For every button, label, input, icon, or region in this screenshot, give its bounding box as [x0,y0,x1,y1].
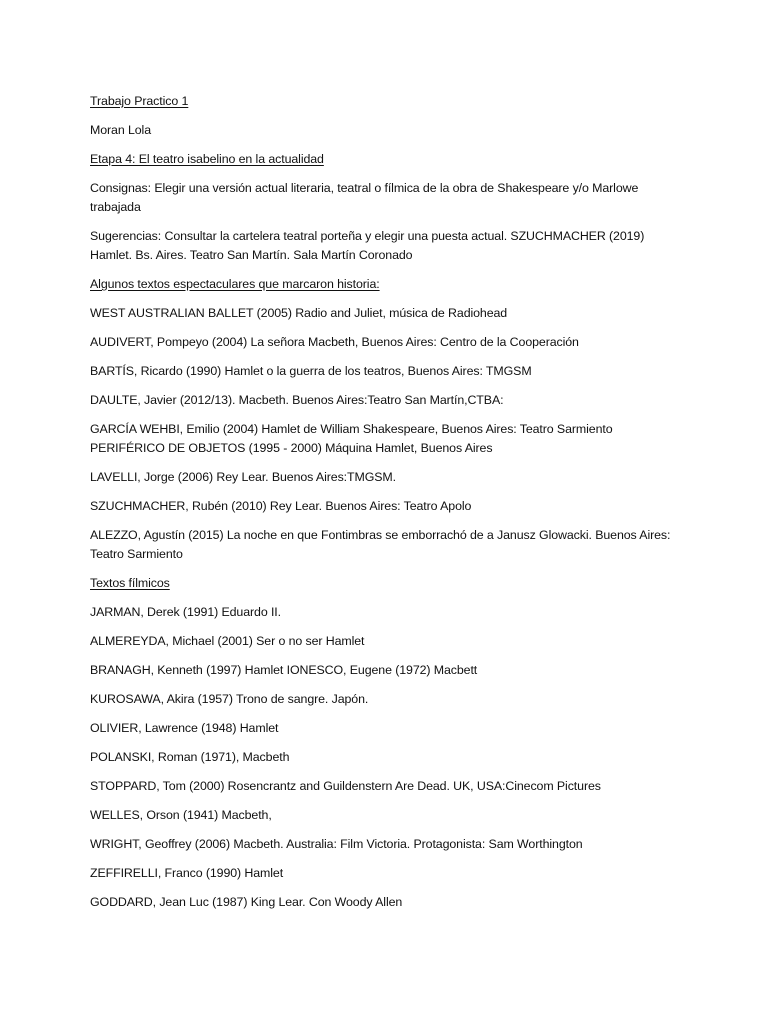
reference-line: AUDIVERT, Pompeyo (2004) La señora Macbeth, Buenos Aires: Centro de la Cooperación [90,335,579,349]
reference-line: GARCÍA WEHBI, Emilio (2004) Hamlet de William Shakespeare, Buenos Aires: Teatro Sarmiento [90,422,613,436]
section-heading-spectacular: Algunos textos espectaculares que marcaron historia: [90,277,380,291]
reference-line: SZUCHMACHER, Rubén (2010) Rey Lear. Buenos Aires: Teatro Apolo [90,499,472,513]
film-reference-line: POLANSKI, Roman (1971), Macbeth [90,750,290,764]
film-reference-line: WRIGHT, Geoffrey (2006) Macbeth. Australia: Film Victoria. Protagonista: Sam Worthington [90,837,583,851]
film-reference-line: KUROSAWA, Akira (1957) Trono de sangre. Japón. [90,692,369,706]
reference-line: DAULTE, Javier (2012/13). Macbeth. Buenos Aires:Teatro San Martín,CTBA: [90,393,504,407]
sugerencias-line: Sugerencias: Consultar la cartelera teatral porteña y elegir una puesta actual. SZUCHMACHER (2019) [90,229,645,243]
consignas-line: trabajada [90,200,141,214]
film-reference-line: WELLES, Orson (1941) Macbeth, [90,808,272,822]
reference-line: ALEZZO, Agustín (2015) La noche en que Fontimbras se emborrachó de a Janusz Glowacki. Buenos Aires: [90,528,671,542]
film-reference-line: JARMAN, Derek (1991) Eduardo II. [90,605,281,619]
film-reference-line: STOPPARD, Tom (2000) Rosencrantz and Guildenstern Are Dead. UK, USA:Cinecom Pictures [90,779,601,793]
film-reference-line: GODDARD, Jean Luc (1987) King Lear. Con Woody Allen [90,895,403,909]
reference-line: BARTÍS, Ricardo (1990) Hamlet o la guerra de los teatros, Buenos Aires: TMGSM [90,364,532,378]
film-reference-line: BRANAGH, Kenneth (1997) Hamlet IONESCO, Eugene (1972) Macbett [90,663,478,677]
stage-heading: Etapa 4: El teatro isabelino en la actualidad [90,152,324,166]
section-heading-film: Textos fílmicos [90,576,170,590]
reference-line: Teatro Sarmiento [90,547,183,561]
consignas-line: Consignas: Elegir una versión actual literaria, teatral o fílmica de la obra de Shakespeare y/o Marlowe [90,181,639,195]
author-name: Moran Lola [90,123,151,137]
reference-line: LAVELLI, Jorge (2006) Rey Lear. Buenos Aires:TMGSM. [90,470,396,484]
reference-line: PERIFÉRICO DE OBJETOS (1995 - 2000) Máquina Hamlet, Buenos Aires [90,441,493,455]
reference-line: WEST AUSTRALIAN BALLET (2005) Radio and Juliet, música de Radiohead [90,306,508,320]
film-reference-line: ZEFFIRELLI, Franco (1990) Hamlet [90,866,284,880]
film-reference-line: OLIVIER, Lawrence (1948) Hamlet [90,721,279,735]
sugerencias-line: Hamlet. Bs. Aires. Teatro San Martín. Sala Martín Coronado [90,248,413,262]
document-title: Trabajo Practico 1 [90,94,189,108]
film-reference-line: ALMEREYDA, Michael (2001) Ser o no ser Hamlet [90,634,365,648]
